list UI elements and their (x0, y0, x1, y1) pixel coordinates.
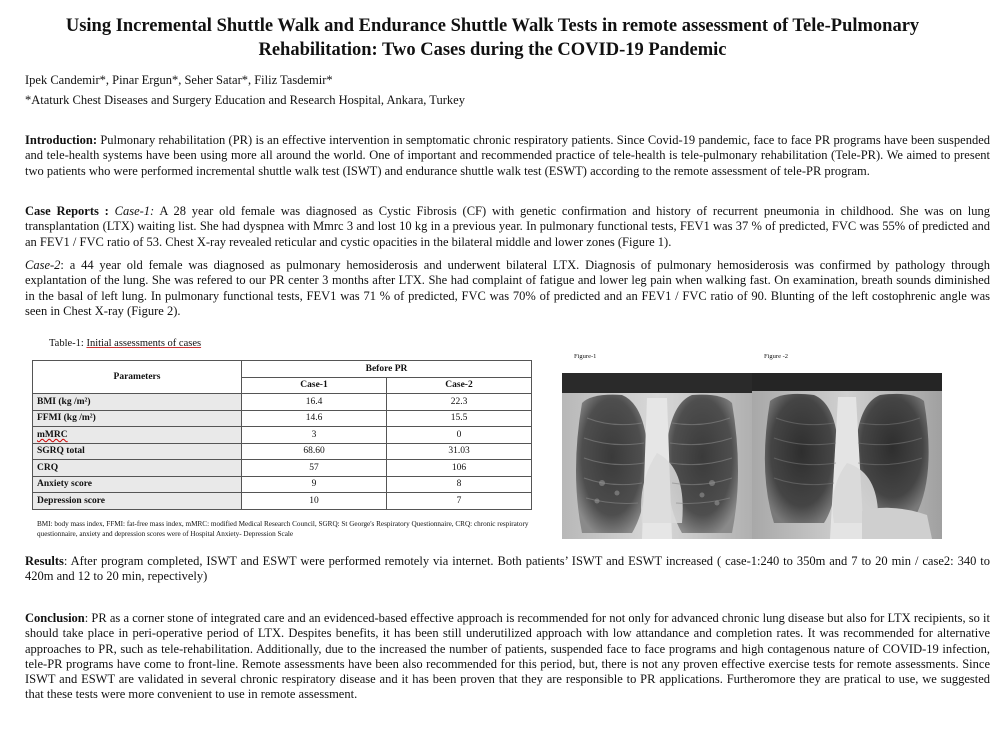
table-footnote: BMI: body mass index, FFMI: fat-free mass index, mMRC: modified Medical Research Council, SGRQ: St George's Respiratory Questionnaire, CRQ: chronic respiratory questionnaire, anxiety and depression scores were of Hospital Anxiety- Depression Scale (37, 520, 529, 538)
figure2-label: Figure -2 (764, 353, 789, 360)
table-cell-case2: 31.03 (387, 443, 532, 460)
mmrc-label: mMRC (37, 429, 68, 440)
case1-label: Case-1: (114, 204, 155, 218)
table-row (33, 443, 532, 460)
figure1-label: Figure-1 (574, 353, 597, 360)
table-cell-param: Anxiety score (33, 476, 242, 493)
case-reports-heading: Case Reports : (25, 204, 115, 218)
table-cell-case1: 68.60 (242, 443, 387, 460)
table-row (33, 460, 532, 477)
table-header-parameters: Parameters (33, 361, 242, 394)
table-cell-param: BMI (kg /m²) (33, 394, 242, 411)
introduction-section (25, 133, 990, 179)
table-header-case1: Case-1 (242, 377, 387, 394)
table-cell-case1: 9 (242, 476, 387, 493)
introduction-heading: Introduction: (25, 133, 98, 147)
table-cell-case1: 3 (242, 427, 387, 444)
table-header-before-pr: Before PR (242, 361, 532, 378)
table-row (33, 493, 532, 510)
table-cell-param: FFMI (kg /m²) (33, 410, 242, 427)
table-cell-case1: 10 (242, 493, 387, 510)
table-row (33, 476, 532, 493)
table-caption-title: Initial assessments of cases (86, 338, 202, 349)
table-cell-case2: 8 (387, 476, 532, 493)
table-cell-param: CRQ (33, 460, 242, 477)
case2-text: : a 44 year old female was diagnosed as pulmonary hemosiderosis and underwent bilateral LTX. Diagnosis of pulmonary hemosiderosis was confirmed by pathology through explantation of the lung. She was refered to our PR center 3 months after LTX. She had complaint of fatigue and lower leg pain when walking fast. On examination, breath sounds diminished in the basal of left lung. In pulmonary functional tests, FEV1 was 71 % of predicted, FVC was 70% of predicted and an FEV1 / FVC ratio of 90. Blunting of the left costophrenic angle was seen in Chest X-ray (Figure 2). (25, 258, 990, 318)
chest-xray-figure2 (752, 373, 942, 539)
results-section (25, 554, 990, 585)
table-cell-case2: 7 (387, 493, 532, 510)
table-cell-param: Depression score (33, 493, 242, 510)
table-caption (49, 338, 201, 349)
conclusion-section (25, 611, 990, 703)
table-cell-param (33, 427, 242, 444)
poster-title: Using Incremental Shuttle Walk and Endurance Shuttle Walk Tests in remote assessment of Tele-Pulmonary Rehabilitation: Two Cases during the COVID-19 Pandemic (65, 16, 920, 60)
table-cell-case2: 106 (387, 460, 532, 477)
conclusion-text: : PR as a corner stone of integrated care and an evidenced-based effective approach is recommended for not only for advanced chronic lung disease but also for LTX recipients, so it should take place in peri-operative period of LTX. Despites benefits, it has been still underutilized approach with low attandance and completion rates. It was recommended for alternative approaches to PR, such as tele-rehabilitation. Additionally, due to the increased the number of patients, suspended face to face programs and high contagenous nature of COVID-19 infection, tele-PR programs have come to front-line. Remote assessments have been also recommended for this period, but, there is not any proven effective exercise tests for remote assessments. Since ISWT and ESWT are validated in several chronic respiratory disease and it has been proven that they are responsible to PR applications. Furtheromore they are pratical to use, we suggested that these tests were more convenient to use in remote assessment. (25, 611, 990, 702)
table-cell-case1: 14.6 (242, 410, 387, 427)
chest-xray-figure1 (562, 373, 752, 539)
case1-section (25, 204, 990, 250)
table-header-case2: Case-2 (387, 377, 532, 394)
table-cell-case2: 15.5 (387, 410, 532, 427)
results-text: : After program completed, ISWT and ESWT were performed remotely via internet. Both patients’ ISWT and ESWT increased ( case-1:240 to 350m and 7 to 20 min / case2: 340 to 420m and 12 to 20 min, repectively) (25, 554, 990, 584)
table-row (33, 394, 532, 411)
initial-assessment-table (32, 360, 532, 510)
case2-label: Case-2 (25, 258, 61, 272)
case1-text: A 28 year old female was diagnosed as Cystic Fibrosis (CF) with genetic confirmation and history of recurrent pneumonia in childhood. She was on lung transplantation (LTX) waiting list. She had dyspnea with Mmrc 3 and lost 10 kg in a previous year. In pulmonary functional tests, FEV1 was 37 % of predicted, FVC was 55% of predicted and an FEV1 / FVC ratio of 53. Chest X-ray revealed reticular and cystic opacities in the bilateral middle and lower zones (Figure 1). (25, 204, 990, 249)
author-list: Ipek Candemir*, Pinar Ergun*, Seher Satar*, Filiz Tasdemir* (25, 73, 333, 87)
table-caption-prefix: Table-1: (49, 338, 87, 349)
conclusion-heading: Conclusion (25, 611, 85, 625)
table-row (33, 410, 532, 427)
case2-section (25, 258, 990, 319)
table-cell-param: SGRQ total (33, 443, 242, 460)
table-cell-case2: 22.3 (387, 394, 532, 411)
results-heading: Results (25, 554, 64, 568)
introduction-text: Pulmonary rehabilitation (PR) is an effective intervention in semptomatic chronic respiratory patients. Since Covid-19 pandemic, face to face PR programs have been suspended and tele-health systems have been using more all around the world. One of important and recommended practice of tele-health is tele-pulmonary rehabilitation (Tele-PR). We aimed to present two patients who were performed incremental shuttle walk test (ISWT) and endurance shuttle walk test (ESWT) according to the remote assessment of tele-PR program. (25, 133, 990, 178)
table-cell-case1: 57 (242, 460, 387, 477)
table-row (33, 427, 532, 444)
table-cell-case2: 0 (387, 427, 532, 444)
table-cell-case1: 16.4 (242, 394, 387, 411)
table-header-row (33, 361, 532, 378)
affiliation: *Ataturk Chest Diseases and Surgery Education and Research Hospital, Ankara, Turkey (25, 93, 465, 107)
